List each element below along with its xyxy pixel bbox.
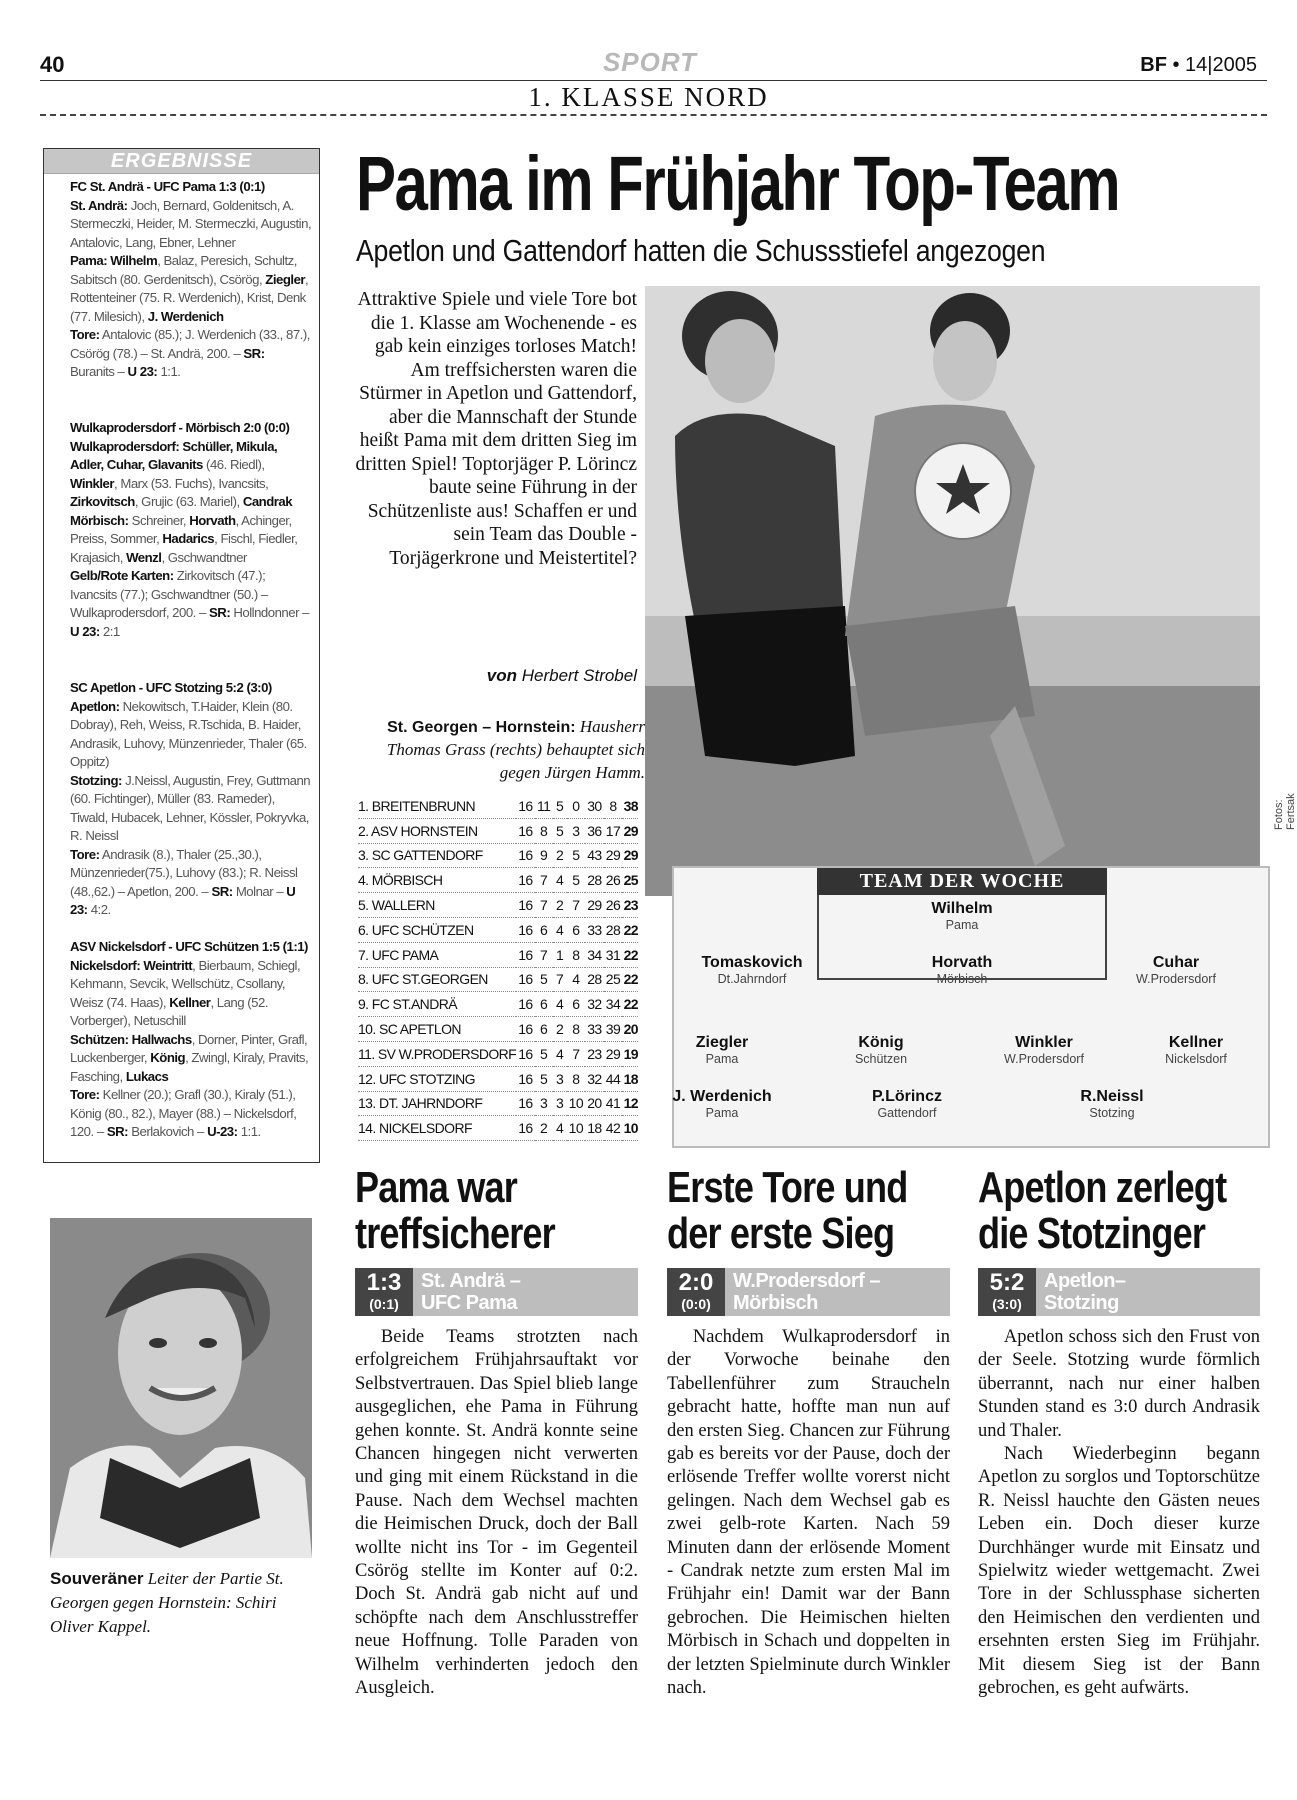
standings-cell: 29 [585,893,604,918]
standings-cell: 29 [622,818,638,843]
standings-cell: 4 [553,917,567,942]
standings-row [358,1017,638,1042]
result-line: Pama: Wilhelm, Balaz, Peresich, Schultz, Sabitsch (80. Gerdenitsch), Csörög, Ziegler, Rottenteiner (75. R. Werdenich), Krist, Denk (77. Milesich), J. Werdenich [70,253,309,324]
league-title: 1. KLASSE NORD [528,82,769,112]
standings-cell: 3 [553,1066,567,1091]
standings-cell: 12 [622,1091,638,1116]
standings-cell: 22 [622,942,638,967]
standings-cell: 2 [553,843,567,868]
standings-cell: 22 [622,992,638,1017]
standings-cell: 16 [516,818,535,843]
standings-cell: 5 [553,794,567,818]
result-line: Nickelsdorf: Weintritt, Bierbaum, Schiegl, Kehmann, Sevcik, Wellschütz, Csollany, Weisz (74. Haas), Kellner, Lang (52. Vorberger), Netuschill [70,957,301,1028]
standings-cell: 3 [567,818,586,843]
result-line: Stotzing: J.Neissl, Augustin, Frey, Guttmann (60. Fichtinger), Müller (83. Rameder), Tiwald, Hubacek, Lehner, Kössler, Pokryvka, R. Neissl [70,772,311,843]
team-name: 9. FC ST.ANDRÄ [358,992,516,1017]
standings-cell: 16 [516,1091,535,1116]
standings-cell: 5 [535,1041,553,1066]
standings-cell: 33 [585,917,604,942]
standings-cell: 41 [604,1091,623,1116]
standings-cell: 31 [604,942,623,967]
page-number: 40 [40,52,65,77]
standings-cell: 18 [622,1066,638,1091]
standings-row [358,992,638,1017]
score-bar [978,1268,1260,1316]
standings-cell: 7 [567,1041,586,1066]
standings-cell: 30 [585,794,604,818]
report-body [355,1326,638,1701]
standings-row [358,1066,638,1091]
score: 1:3 (0:1) [355,1268,413,1316]
standings-cell: 4 [567,967,586,992]
standings-cell: 16 [516,1041,535,1066]
standings-cell: 7 [535,868,553,893]
standings-cell: 34 [585,942,604,967]
standings-cell: 8 [567,942,586,967]
result-line: Schützen: Hallwachs, Dorner, Pinter, Grafl, Luckenberger, König, Zwingl, Kiraly, Pravits, Fasching, Lukacs [70,1031,309,1084]
main-photo-caption [355,715,645,784]
standings-cell: 16 [516,992,535,1017]
standings-row [358,1041,638,1066]
team-name: 10. SC APETLON [358,1017,516,1042]
standings-cell: 25 [622,868,638,893]
header-rule [40,80,1267,81]
report-paragraph: Nachdem Wulkaprodersdorf in der Vorwoche beinahe den Tabellenführer zum Straucheln gebracht hatte, hoffte man nun auf den ersten Sieg. Chancen zur Führung gab es bereits vor der Pause, doch der erlösende Treffer wollte vorerst nicht gelingen. Nach dem Wechsel gab es zwei gelb-rote Karten. Nach 59 Minuten dann der erlösende Moment - Candrak netzte zum ersten Mal im Frühjahr ein! Damit war der Bann gebrochen. Die Heimischen hielten Mörbisch in Schach und doppelten in der letzten Spielminute durch Winkler nach. [667,1327,950,1699]
score: 5:2 (3:0) [978,1268,1036,1316]
standings-cell: 17 [604,818,623,843]
standings-cell: 8 [567,1066,586,1091]
result-title: Wulkaprodersdorf - Mörbisch 2:0 (0:0) [70,420,290,435]
report-paragraph: Beide Teams strotzten nach erfolgreichem Frühjahrsauftakt vor Selbstvertrauen. Das Spiel blieb lange ausgeglichen, ehe Pama in Führung gehen konnte. St. Andrä konnte seine Chancen hingegen nicht verwerten und ging mit einem Rückstand in die Pause. Nach dem Wechsel machten die Heimischen Druck, doch der Ball wollte nicht ins Tor - im Gegenteil Csörög stellte im Konter auf 0:2. Doch St. Andrä gab nicht auf und schöpfte nach dem Anschlusstreffer neue Hoffnung. Tolle Paraden von Wilhelm verhinderten jedoch den Ausgleich. [355,1327,638,1699]
standings-cell: 28 [585,868,604,893]
caption-lead: Souveräner [50,1569,144,1588]
report-headline: Erste Tore und der erste Sieg [667,1163,908,1258]
result-title: SC Apetlon - UFC Stotzing 5:2 (3:0) [70,680,272,695]
standings-cell: 25 [604,967,623,992]
result-line: Tore: Kellner (20.); Grafl (30.), Kiraly (51.), König (80., 82.), Mayer (88.) – Nickelsdorf, 120. – SR: Berlakovich – U-23: 1:1. [70,1087,297,1139]
byline-prefix: von [486,666,517,685]
referee-photo-caption [50,1567,320,1639]
standings-row [358,794,638,818]
standings-cell: 10 [567,1091,586,1116]
standings-cell: 8 [567,1017,586,1042]
standings-cell: 6 [535,917,553,942]
standings-row [358,868,638,893]
standings-row [358,917,638,942]
standings-cell: 2 [553,893,567,918]
standings-cell: 36 [585,818,604,843]
standings-cell: 16 [516,868,535,893]
issue-info: BF • 14|2005 [1140,54,1257,76]
byline-author: Herbert Strobel [521,666,637,685]
standings-cell: 28 [604,917,623,942]
standings-cell: 11 [535,794,553,818]
standings-cell: 16 [516,1017,535,1042]
tdw-player: Wilhelm Pama [931,900,993,932]
standings-cell: 16 [516,794,535,818]
standings-cell: 4 [553,992,567,1017]
team-name: 12. UFC STOTZING [358,1066,516,1091]
report-paragraph: Nach Wiederbeginn begann Apetlon zu sorglos und Toptorschütze R. Neissl hauchte den Gästen neues Leben ein. Doch dieser kurze Durchhänger wurde mit Einsatz und Spielwitz wieder wettgemacht. Zwei Tore in der Schlussphase sicherten den Heimischen den verdienten und ersehnten ersten Sieg im Frühjahr. Mit diesem Sieg ist der Bann gebrochen, es geht aufwärts. [978,1444,1260,1699]
standings-cell: 32 [585,992,604,1017]
teams: Apetlon– Stotzing [1044,1270,1126,1314]
standings-row [358,1116,638,1141]
team-name: 2. ASV HORNSTEIN [358,818,516,843]
standings-cell: 8 [535,818,553,843]
referee-photo [50,1218,312,1558]
header-dashed-rule [40,114,1267,116]
standings-cell: 44 [604,1066,623,1091]
standings-cell: 7 [553,967,567,992]
score-bar [355,1268,638,1316]
sub-headline: Apetlon und Gattendorf hatten die Schussstiefel angezogen [356,233,1046,268]
standings-cell: 5 [567,868,586,893]
report-headline: Apetlon zerlegt die Stotzinger [978,1163,1227,1258]
standings-row [358,967,638,992]
team-name: 3. SC GATTENDORF [358,843,516,868]
standings-cell: 5 [553,818,567,843]
standings-cell: 22 [622,967,638,992]
team-name: 14. NICKELSDORF [358,1116,516,1141]
standings-cell: 38 [622,794,638,818]
tdw-player: P.Lörincz Gattendorf [872,1088,942,1120]
standings-cell: 4 [553,1041,567,1066]
tdw-player: Tomaskovich Dt.Jahrndorf [701,954,803,986]
standings-cell: 5 [567,843,586,868]
tdw-player: König Schützen [854,1034,908,1066]
team-name: 8. UFC ST.GEORGEN [358,967,516,992]
standings-cell: 32 [585,1066,604,1091]
tdw-player: R.Neissl Stotzing [1080,1088,1144,1120]
standings-cell: 0 [567,794,586,818]
standings-cell: 10 [622,1116,638,1141]
tdw-player: Ziegler Pama [695,1034,749,1066]
caption-label: St. Georgen – Hornstein: [387,719,576,736]
article-lead: Attraktive Spiele und viele Tore bot die 1. Klasse am Wochenende - es gab kein einziges torloses Match! Am treffsichersten waren die Stürmer in Apetlon und Gattendorf, aber die Mannschaft der Stunde heißt Pama mit dem dritten Sieg im dritten Spiel! Toptorjäger P. Lörincz baute seine Führung in der Schützenliste aus! Schaffen er und sein Team das Double - Torjägerkrone und Meistertitel? [355,289,637,569]
result-line: Tore: Antalovic (85.); J. Werdenich (33., 87.), Csörög (78.) – St. Andrä, 200. – SR: Buranits – U 23: 1:1. [70,327,310,379]
standings-cell: 5 [535,1066,553,1091]
standings-cell: 6 [535,992,553,1017]
standings-cell: 34 [604,992,623,1017]
brand: BF [1140,54,1167,76]
standings-cell: 3 [553,1091,567,1116]
score-bar [667,1268,950,1316]
caption-text: Hausherr Thomas Grass (rechts) behauptet sich gegen Jürgen Hamm. [386,717,645,782]
standings-cell: 16 [516,1116,535,1141]
result-line: Gelb/Rote Karten: Zirkovitsch (47.); Ivancsits (77.); Gschwandtner (50.) – Wulkaprodersdorf, 200. – SR: Hollndonner – U 23: 2:1 [70,568,309,639]
standings-cell: 7 [535,942,553,967]
issue-number: 14 [1185,54,1208,76]
standings-row [358,942,638,967]
report-paragraph: Apetlon schoss sich den Frust von der Seele. Stotzing wurde förmlich überrannt, nach nur einer halben Stunden stand es 3:0 durch Andrasik und Thaler. [978,1327,1260,1441]
standings-cell: 20 [585,1091,604,1116]
standings-cell: 6 [567,917,586,942]
report-body [667,1326,950,1701]
caption-text: Leiter der Partie St. Georgen gegen Hornstein: Schiri Oliver Kappel. [50,1569,284,1636]
standings-cell: 26 [604,868,623,893]
result-line: St. Andrä: Joch, Bernard, Goldenitsch, A. Stermeczki, Heider, M. Stermeczki, Augustin, Antalovic, Lang, Ebner, Lehner [70,197,312,250]
standings-cell: 2 [535,1116,553,1141]
standings-cell: 23 [622,893,638,918]
tdw-player: Kellner Nickelsdorf [1165,1034,1227,1066]
result-line: Tore: Andrasik (8.), Thaler (25.,30.), Münzenrieder(75.), Luhovy (83.); R. Neissl (48.,62.) – Apetlon, 200. – SR: Molnar – U 23: 4:2. [70,846,298,917]
standings-cell: 18 [585,1116,604,1141]
teams: St. Andrä – UFC Pama [421,1270,521,1314]
standings-cell: 1 [553,942,567,967]
issue-year: 2005 [1212,54,1257,76]
score: 2:0 (0:0) [667,1268,725,1316]
standings-cell: 19 [622,1041,638,1066]
team-name: 6. UFC SCHÜTZEN [358,917,516,942]
standings-cell: 16 [516,917,535,942]
standings-cell: 16 [516,1066,535,1091]
result-title: ASV Nickelsdorf - UFC Schützen 1:5 (1:1) [70,939,308,954]
report-body [978,1326,1260,1701]
team-name: 4. MÖRBISCH [358,868,516,893]
standings-cell: 6 [535,1017,553,1042]
standings-cell: 16 [516,967,535,992]
standings-row [358,843,638,868]
standings-cell: 10 [567,1116,586,1141]
result-line: Apetlon: Nekowitsch, T.Haider, Klein (80. Dobray), Reh, Weiss, R.Tschida, B. Haider, Andrasik, Luhovy, Münzenrieder, Thaler (65. Oppitz) [70,698,307,769]
team-of-the-week-title: TEAM DER WOCHE [817,868,1107,895]
result-line: Mörbisch: Schreiner, Horvath, Achinger, Preiss, Sommer, Hadarics, Fischl, Fiedler, Krajasich, Wenzl, Gschwandtner [70,512,298,565]
photo-credit: Fotos: Fertsak [1273,793,1297,830]
standings-cell: 43 [585,843,604,868]
standings-cell: 26 [604,893,623,918]
standings-cell: 42 [604,1116,623,1141]
teams: W.Prodersdorf – Mörbisch [733,1270,880,1314]
standings-cell: 16 [516,843,535,868]
tdw-player: Cuhar W.Prodersdorf [1136,954,1216,986]
result-line: Wulkaprodersdorf: Schüller, Mikula, Adler, Cuhar, Glavanits (46. Riedl), Winkler, Marx (53. Fuchs), Ivancsits, Zirkovitsch, Grujic (63. Mariel), Candrak [70,438,293,509]
result-block [70,938,312,1142]
standings-cell: 23 [585,1041,604,1066]
standings-cell: 20 [622,1017,638,1042]
team-name: 7. UFC PAMA [358,942,516,967]
standings-cell: 16 [516,942,535,967]
standings-row [358,818,638,843]
result-block [70,178,312,382]
tdw-player: Horvath Mörbisch [931,954,993,986]
standings-cell: 9 [535,843,553,868]
byline [355,666,637,686]
match-photo [645,286,1260,896]
standings-cell: 29 [604,843,623,868]
standings-cell: 7 [567,893,586,918]
section-label: SPORT [602,47,698,77]
results-title: ERGEBNISSE [44,149,319,174]
result-title: FC St. Andrä - UFC Pama 1:3 (0:1) [70,179,265,194]
standings-cell: 33 [585,1017,604,1042]
standings-cell: 2 [553,1017,567,1042]
team-of-the-week [672,866,1270,1148]
result-block [70,419,312,641]
standings-cell: 39 [604,1017,623,1042]
standings-row [358,893,638,918]
report-headline: Pama war treffsicherer [355,1163,555,1258]
standings-cell: 5 [535,967,553,992]
standings-cell: 22 [622,917,638,942]
standings-row [358,1091,638,1116]
standings-cell: 3 [535,1091,553,1116]
team-name: 11. SV W.PRODERSDORF [358,1041,516,1066]
standings-cell: 7 [535,893,553,918]
main-headline: Pama im Frühjahr Top-Team [356,141,1120,227]
team-name: 13. DT. JAHRNDORF [358,1091,516,1116]
standings-cell: 29 [622,843,638,868]
result-block [70,679,312,920]
team-name: 5. WALLERN [358,893,516,918]
standings-cell: 16 [516,893,535,918]
standings-cell: 8 [604,794,623,818]
tdw-player: J. Werdenich Pama [672,1088,772,1120]
standings-table [358,794,638,1141]
team-name: 1. BREITENBRUNN [358,794,516,818]
standings-cell: 4 [553,1116,567,1141]
standings-cell: 29 [604,1041,623,1066]
standings-cell: 4 [553,868,567,893]
tdw-player: Winkler W.Prodersdorf [1004,1034,1084,1066]
standings-cell: 28 [585,967,604,992]
standings-cell: 6 [567,992,586,1017]
